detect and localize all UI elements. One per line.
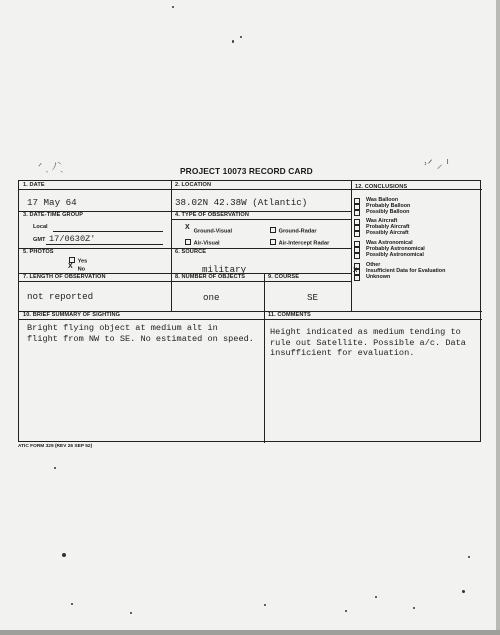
scan-speck [240, 36, 242, 38]
scan-speck [130, 612, 132, 614]
conclusion-label: Was Aircraft [366, 218, 398, 224]
summary-label: 10. BRIEF SUMMARY OF SIGHTING [23, 312, 121, 318]
conclusion-checkbox [354, 247, 360, 253]
ground-visual-check: X [185, 224, 190, 231]
length-value: not reported [27, 291, 94, 302]
conclusion-label: Probably Aircraft [366, 224, 410, 230]
conclusion-checkbox [354, 219, 360, 225]
dtg-gmt-label: GMT [33, 237, 46, 243]
air-visual-box [185, 239, 191, 245]
conclusion-label: Possibly Aircraft [366, 230, 409, 236]
conclusion-label: Insufficient Data for Evaluation [366, 268, 446, 274]
scan-speck [413, 607, 415, 609]
air-visual-text: Air-Visual [193, 240, 220, 247]
photos-label: 5. PHOTOS [23, 249, 54, 255]
dtg-local-line [53, 231, 163, 232]
location-value: 38.02N 42.38W (Atlantic) [175, 197, 308, 208]
comments-line-3: insufficient for evaluation. [270, 348, 415, 359]
location-label: 2. LOCATION [175, 182, 212, 188]
conclusion-checkbox [354, 275, 360, 281]
divider-summary [264, 311, 265, 443]
row-line-4 [19, 281, 351, 282]
date-label: 1. DATE [23, 182, 45, 188]
row-line-6 [19, 319, 482, 320]
card-title: PROJECT 10073 RECORD CARD [180, 166, 313, 176]
conclusion-checkbox [354, 204, 360, 210]
photos-yes-text: Yes [77, 258, 88, 265]
conclusion-item [366, 252, 424, 258]
comments-label: 11. COMMENTS [268, 312, 311, 318]
photos-no-check: X [68, 263, 73, 270]
scan-speck [468, 556, 470, 558]
handwritten-scribble-right: ˒ᐟ ⸝ ᑊ [424, 157, 449, 171]
scan-speck [172, 6, 174, 8]
ground-visual-text: Ground-Visual [193, 228, 233, 235]
form-number: ATIC FORM 329 (REV 26 SEP 52) [18, 444, 93, 449]
air-intercept-box [270, 239, 276, 245]
scan-speck [345, 610, 347, 612]
num-objects-label: 8. NUMBER OF OBJECTS [175, 274, 246, 280]
conclusion-checkbox [354, 198, 360, 204]
scan-speck [62, 553, 66, 557]
scan-edge-bottom [0, 630, 500, 635]
scan-speck [462, 590, 465, 593]
insufficient-data-check: X [353, 267, 358, 274]
photos-no-option [69, 265, 85, 273]
conclusion-checkbox [354, 241, 360, 247]
conclusion-label: Was Astronomical [366, 240, 413, 246]
comments-line-1: Height indicated as medium tending to [270, 327, 461, 337]
conclusion-checkbox [354, 231, 360, 237]
scan-speck [375, 596, 377, 598]
handwritten-scribble-left: ᐟ ˎ ﾉ̀ ˎ [38, 162, 64, 173]
ground-radar-option [270, 227, 317, 235]
course-value: SE [307, 292, 319, 303]
comments-line-2: rule out Satellite. Possible a/c. Data [270, 337, 466, 348]
ground-visual-option [185, 227, 232, 235]
conclusion-label: Possibly Astronomical [366, 252, 424, 258]
scan-speck [264, 604, 266, 606]
air-visual-option [185, 239, 220, 247]
summary-line-2: flight from NW to SE. No estimated on speed. [27, 333, 254, 344]
dtg-gmt-value: 17/0630Z' [49, 234, 96, 244]
conclusions-label: 12. CONCLUSIONS [355, 184, 408, 190]
conclusion-label: Other [366, 262, 381, 268]
length-label: 7. LENGTH OF OBSERVATION [23, 274, 106, 280]
photos-no-text: No [77, 266, 86, 273]
divider-col3 [351, 181, 352, 311]
conclusion-label: Possibly Balloon [366, 209, 410, 215]
conclusion-item [366, 274, 390, 280]
conclusion-checkbox [354, 253, 360, 259]
divider-course [264, 273, 265, 311]
num-objects-value: one [203, 292, 220, 303]
air-intercept-text: Air-Intercept Radar [278, 240, 330, 247]
conclusion-item [366, 230, 409, 236]
source-label: 6. SOURCE [175, 249, 207, 255]
typeobs-label: 4. TYPE OF OBSERVATION [175, 212, 249, 218]
scan-speck [71, 603, 73, 605]
air-intercept-option [270, 239, 329, 247]
scan-speck [54, 467, 56, 469]
conclusion-item [366, 209, 409, 215]
ground-radar-text: Ground-Radar [278, 228, 317, 235]
ground-radar-box [270, 227, 276, 233]
summary-text [27, 323, 262, 344]
dtg-label: 3. DATE-TIME GROUP [23, 212, 84, 218]
course-label: 9. COURSE [268, 274, 300, 280]
dtg-local-label: Local [33, 224, 48, 230]
conclusion-label: Probably Balloon [366, 203, 411, 209]
conclusion-checkbox [354, 210, 360, 216]
date-value: 17 May 64 [27, 197, 77, 208]
source-value: military [202, 264, 247, 275]
row-line-1 [19, 189, 351, 190]
row-line-typeobs [171, 219, 351, 220]
conclusion-label: Probably Astronomical [366, 246, 425, 252]
scan-speck [232, 40, 234, 43]
record-card-form [18, 180, 481, 442]
comments-text [270, 327, 480, 359]
conclusion-checkbox [354, 225, 360, 231]
conclusion-label: Unknown [366, 274, 391, 280]
conclusion-label: Was Balloon [366, 197, 399, 203]
dtg-gmt-line [46, 244, 163, 245]
scan-edge-right [496, 0, 500, 635]
summary-line-1: Bright flying object at medium alt in [27, 323, 218, 333]
photos-yes-box [69, 257, 75, 263]
divider-col1 [171, 181, 172, 311]
